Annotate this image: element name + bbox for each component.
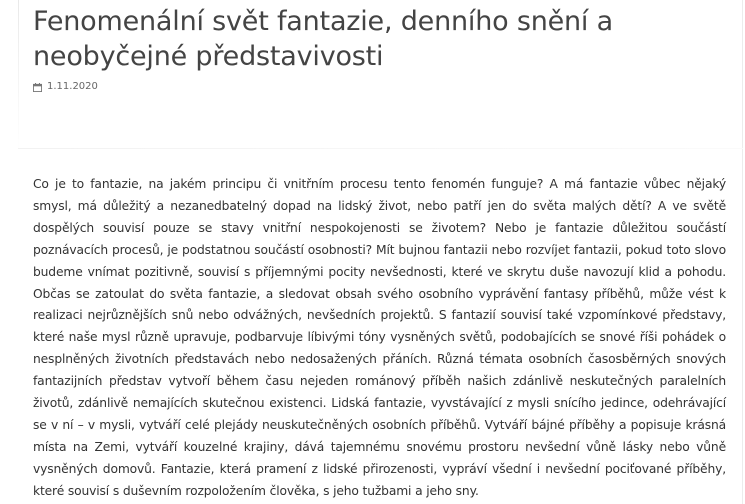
card-left-border xyxy=(18,0,19,150)
article-title: Fenomenální svět fantazie, denního snění a neobyčejné představivosti xyxy=(33,6,613,72)
scrollbar-track[interactable] xyxy=(742,0,743,504)
article-meta xyxy=(33,81,98,93)
header-divider xyxy=(18,148,743,149)
calendar-icon xyxy=(33,83,42,92)
article-body: Co je to fantazie, na jakém principu či vnitřním procesu tento fenomén funguje? A má fantazie vůbec nějaký smysl, má důležitý a nezanedbatelný dopad na lidský život, nebo patří jen do světa malých dětí? A ve světě dospělých souvisí pouze se stavy vnitřní nespokojenosti se životem? Nebo je fantazie důležitou součástí poznávacích procesů, je podstatnou součástí osobnosti? Mít bujnou fantazii nebo rozvíjet fantazii, pokud toto slovo budeme vnímat pozitivně, souvisí s příjemnými pocity nevšednosti, které ve skrytu duše navozují klid a pohodu. Občas se zatoulat do světa fantazie, a sledovat obsah svého osobního vyprávění fantasy příběhů, může vést k realizaci nejrůznějších snů nebo odvážných, nevšedních projektů. S fantazií souvisí také vzpomínkové představy, které naše mysl různě upravuje, podbarvuje líbivými tóny vysněných světů, podobajících se snové říši pohádek o nesplněných životních představách nebo nedosažených přáních. Různá témata osobních časosběrných snových fantazijních představ vytvoří během času nejeden románový příběh našich zdánlivě neskutečných paralelních životů, zdánlivě nemajících skutečnou existenci. Lidská fantazie, vyvstávající z mysli snícího jedince, odehrávající se v ní – v mysli, vytváří celé plejády neuskutečněných osobních příběhů. Vytváří bájné příběhy a popisuje krásná místa na Zemi, vytváří kouzelné krajiny, dává tajemnému snovému prostoru nevšední vůně lásky nebo vůně vysněných domovů. Fantazie, která pramení z lidské přirozenosti, vypráví všední i nevšední pociťované příběhy, které souvisí s duševním rozpoložením člověka, s jeho tužbami a jeho sny. xyxy=(33,177,726,498)
article-date: 1.11.2020 xyxy=(47,81,98,92)
